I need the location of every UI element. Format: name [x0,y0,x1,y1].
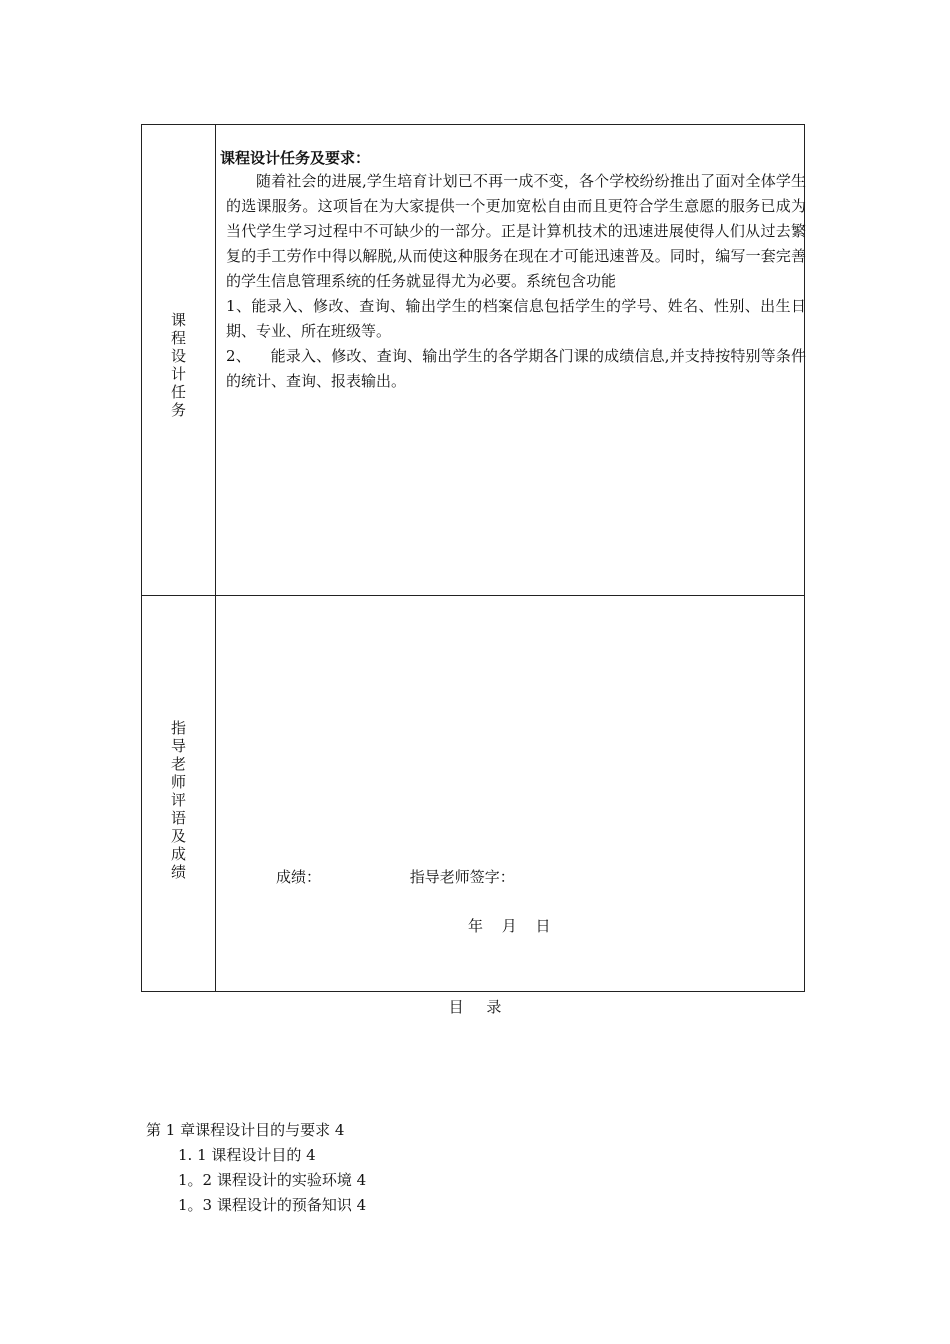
label-char: 评 [170,791,186,809]
task-heading: 课程设计任务及要求： [220,149,371,167]
table-of-contents [146,1118,366,1218]
task-paragraph: 2、 能录入、修改、查询、输出学生的各学期各门课的成绩信息,并支持按特别等条件的统计、查询、报表输出。 [226,347,806,390]
label-char: 及 [170,827,186,845]
label-char: 师 [170,773,186,791]
comment-label-cell [142,595,216,991]
task-row [142,125,804,596]
comment-content-cell [216,595,804,991]
toc-title: 目 录 [448,998,502,1016]
grade-line [276,866,515,887]
toc-item[interactable]: 1。2 课程设计的实验环境 4 [178,1171,367,1189]
course-design-form-table [141,124,805,992]
task-vertical-label [142,311,215,419]
label-char: 导 [170,737,186,755]
label-char: 务 [170,401,186,419]
task-body [226,169,806,394]
toc-chapter[interactable]: 第 1 章课程设计目的与要求 4 [146,1121,345,1139]
label-char: 指 [170,719,186,737]
label-char: 任 [170,383,186,401]
toc-item[interactable]: 1。3 课程设计的预备知识 4 [178,1196,367,1214]
task-content-cell [216,125,804,595]
grade-label: 成绩： [276,868,322,886]
task-label-cell [142,125,216,595]
label-char: 成 [170,845,186,863]
label-char: 老 [170,755,186,773]
label-char: 绩 [170,863,186,881]
task-paragraph: 随着社会的进展,学生培育计划已不再一成不变，各个学校纷纷推出了面对全体学生的选课服务。这项旨在为大家提供一个更加宽松自由而且更符合学生意愿的服务已成为当代学生学习过程中不可缺少的一部分。正是计算机技术的迅速进展使得人们从过去繁复的手工劳作中得以解脱,从而使这种服务在现在才可能迅速普及。同时，编写一套完善的学生信息管理系统的任务就显得尤为必要。系统包含功能 [226,172,806,290]
label-char: 课 [170,311,186,329]
date-label: 年 月 日 [468,917,551,935]
label-char: 计 [170,365,186,383]
label-char: 程 [170,329,186,347]
signature-label: 指导老师签字： [409,868,515,886]
label-char: 语 [170,809,186,827]
label-char: 设 [170,347,186,365]
task-paragraph: 1、能录入、修改、查询、输出学生的档案信息包括学生的学号、姓名、性别、出生日期、专业、所在班级等。 [226,297,806,340]
toc-item[interactable]: 1. 1 课程设计目的 4 [178,1146,316,1164]
comment-vertical-label [142,719,215,881]
comment-row [142,595,804,991]
